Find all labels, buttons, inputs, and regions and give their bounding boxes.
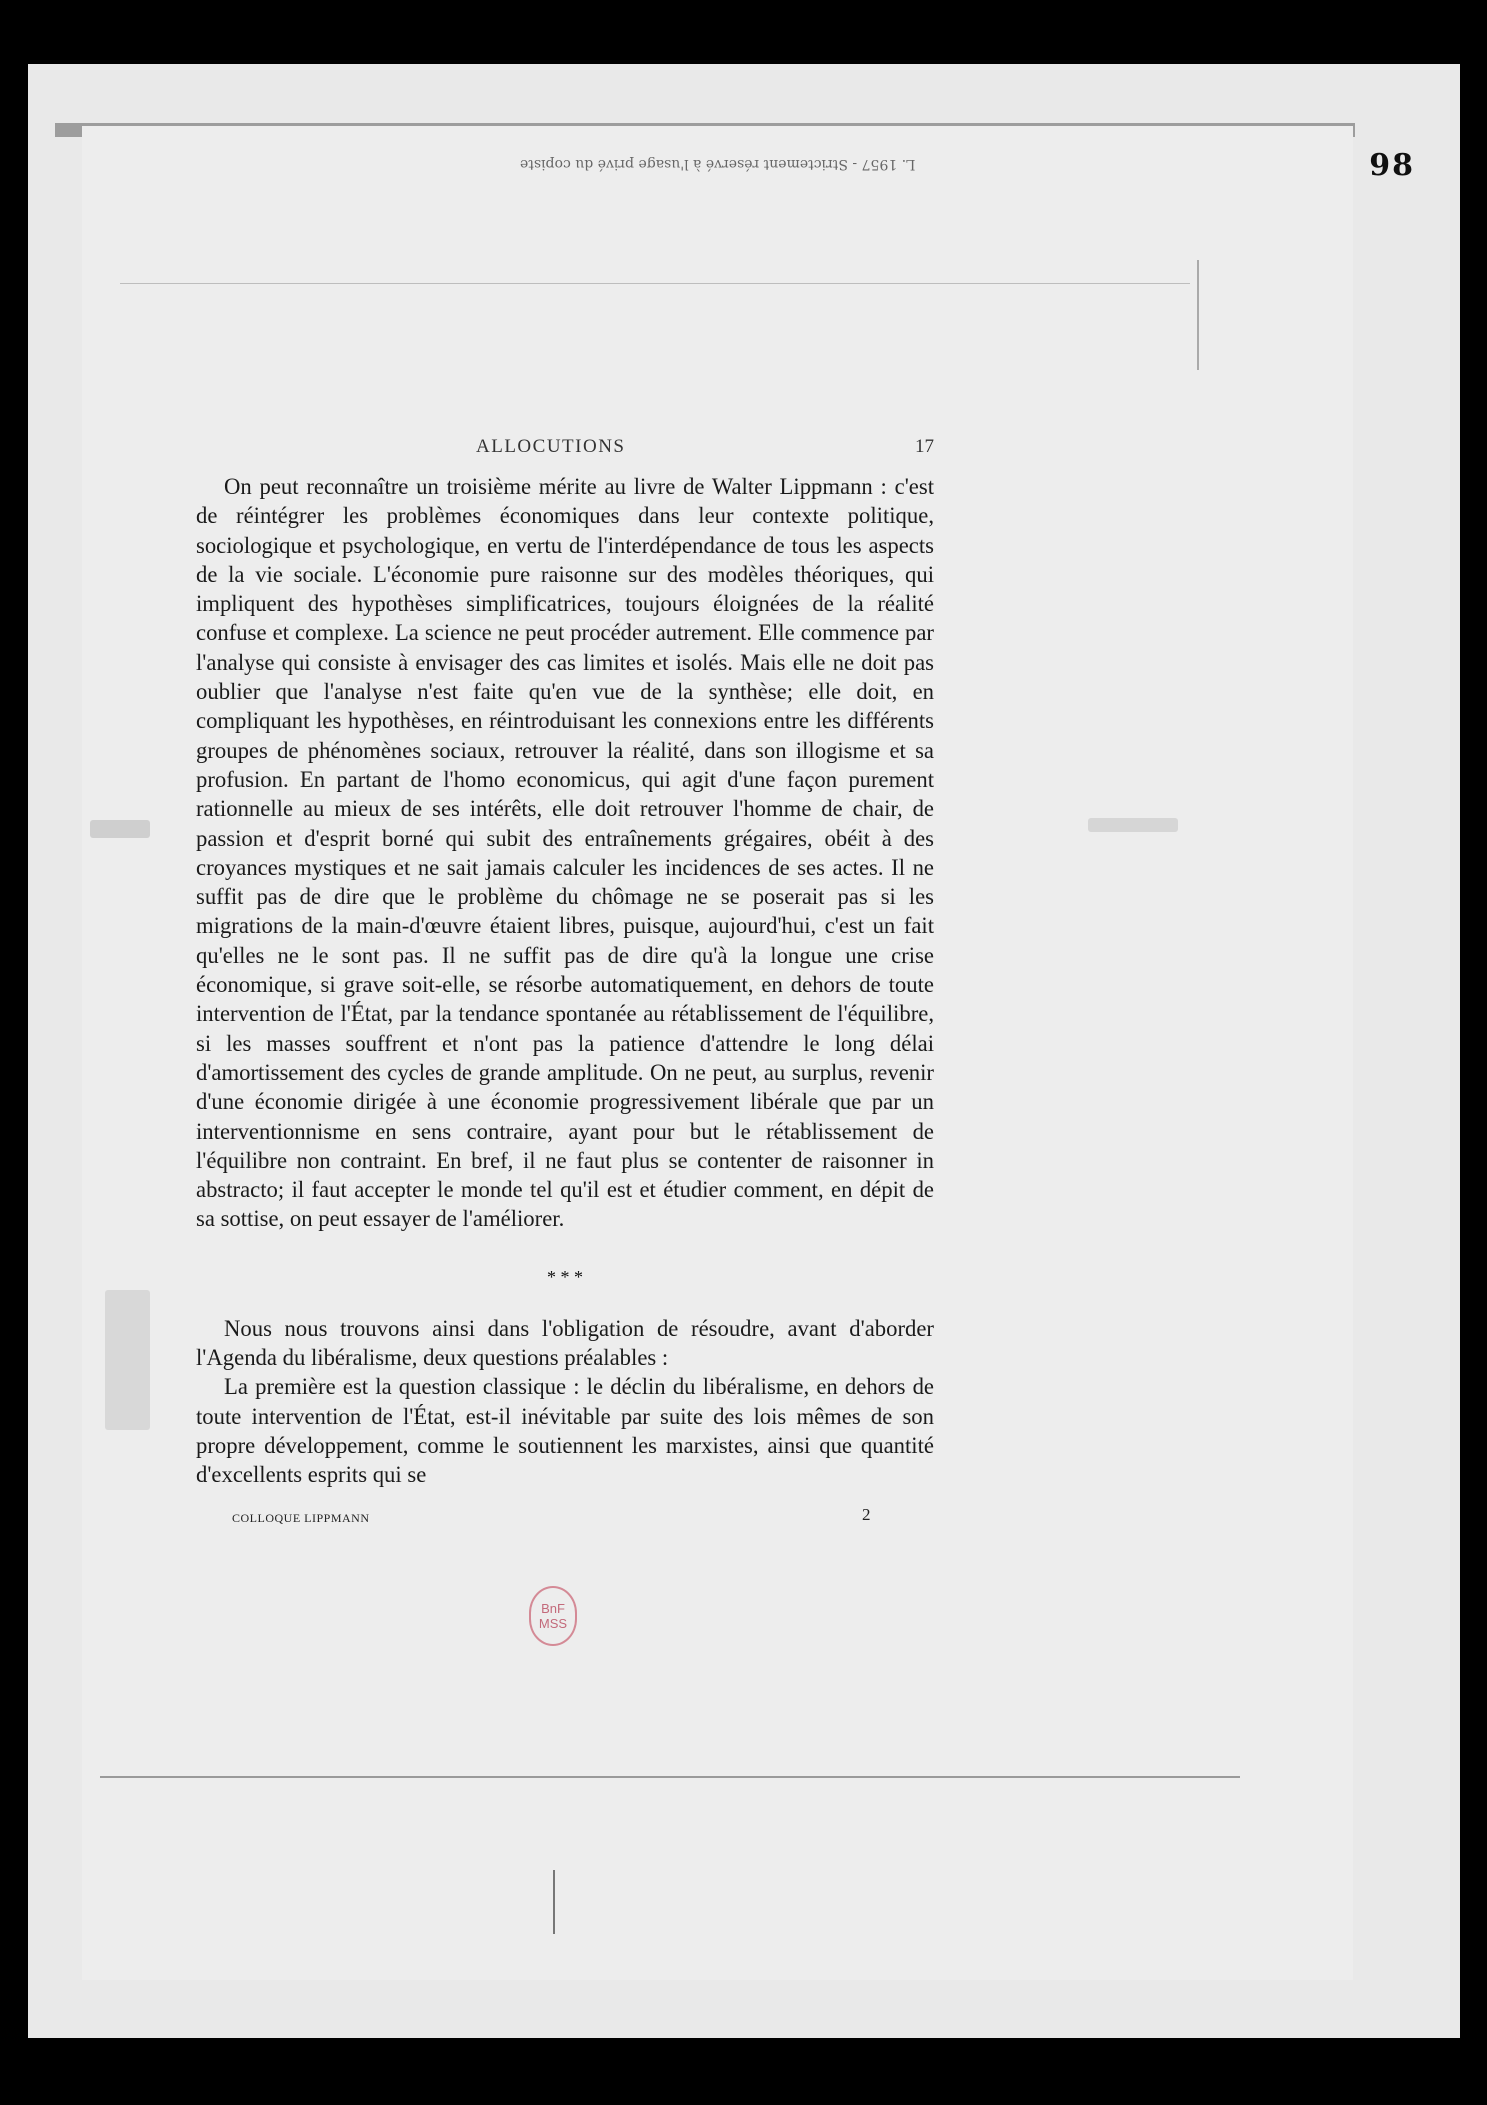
asterism-text: * * * [547,1266,583,1287]
page-bottom-edge [100,1776,1240,1778]
section-asterism [196,1266,934,1287]
paragraph: La première est la question classique : le déclin du libéralisme, en dehors de toute intervention de l'État, est-il inévitable par suite des lois mêmes de son propre développement, comme le soutiennent les marxistes, ainsi que quantité d'excellents esprits qui se [196,1374,934,1488]
margin-line [1197,260,1199,370]
signature-line [196,1498,934,1524]
fold-line [120,283,1190,284]
library-stamp [529,1586,577,1646]
binding-mark [553,1870,555,1934]
paragraph: Nous nous trouvons ainsi dans l'obligation de résoudre, avant d'aborder l'Agenda du libéralisme, deux questions préalables : [196,1315,934,1371]
running-head-page-number: 17 [915,436,934,457]
stamp-line-2: MSS [538,1616,568,1631]
signature-mark: COLLOQUE LIPPMANN [232,1510,370,1525]
restriction-stamp: L. 1957 - Strictement réservé à l'usage privé du copiste [520,156,916,172]
right-margin-smudge [1088,818,1178,832]
left-margin-smudge [105,1290,150,1430]
archive-page-number: 98 [1369,148,1415,183]
stamp-line-1: BnF [541,1601,565,1616]
signature-number: 2 [862,1504,871,1524]
book-page [196,432,934,1524]
paragraph: On peut reconnaître un troisième mérite au livre de Walter Lippmann : c'est de réintégrer les problèmes économiques dans leur contexte politique, sociologique et psychologique, en vertu de l'interdépendance de tous les aspects de la vie sociale. L'économie pure raisonne sur des modèles théoriques, qui impliquent des hypothèses simplificatrices, toujours éloignées de la réalité confuse et complexe. La science ne peut procéder autrement. Elle commence par l'analyse qui consiste à envisager des cas limites et isolés. Mais elle ne doit pas oublier que l'analyse n'est faite qu'en vue de la synthèse; elle doit, en compliquant les hypothèses, en réintroduisant les connexions entre les différents groupes de phénomènes sociaux, retrouver la réalité, dans son illogisme et sa profusion. En partant de l'homo economicus, qui agit d'une façon purement rationnelle au mieux de ses intérêts, elle doit retrouver l'homme de chair, de passion et d'esprit borné qui subit des entraînements grégaires, obéit à des croyances mystiques et ne sait jamais calculer les incidences de ses actes. Il ne suffit pas de dire que le problème du chômage ne se poserait pas si les migrations de la main-d'œuvre étaient libres, puisque, aujourd'hui, c'est un fait qu'elles ne le sont pas. Il ne suffit pas de dire qu'à la longue une crise économique, si grave soit-elle, se résorbe automatiquement, en dehors de toute intervention de l'État, par la tendance spontanée au rétablissement de l'équilibre, si les masses souffrent et n'ont pas la patience d'attendre le long délai d'amortissement des cycles de grande amplitude. On ne peut, au surplus, revenir d'une économie dirigée à une économie progressivement libérale que par un interventionnisme en sens contraire, ayant pour but le rétablissement de l'équilibre non contraint. En bref, il ne faut plus se contenter de raisonner in abstracto; il faut accepter le monde tel qu'il est et étudier comment, en dépit de sa sottise, on peut essayer de l'améliorer. [196,474,934,1232]
running-head [196,432,934,466]
running-head-title: ALLOCUTIONS [476,436,626,457]
left-margin-smudge [90,820,150,838]
